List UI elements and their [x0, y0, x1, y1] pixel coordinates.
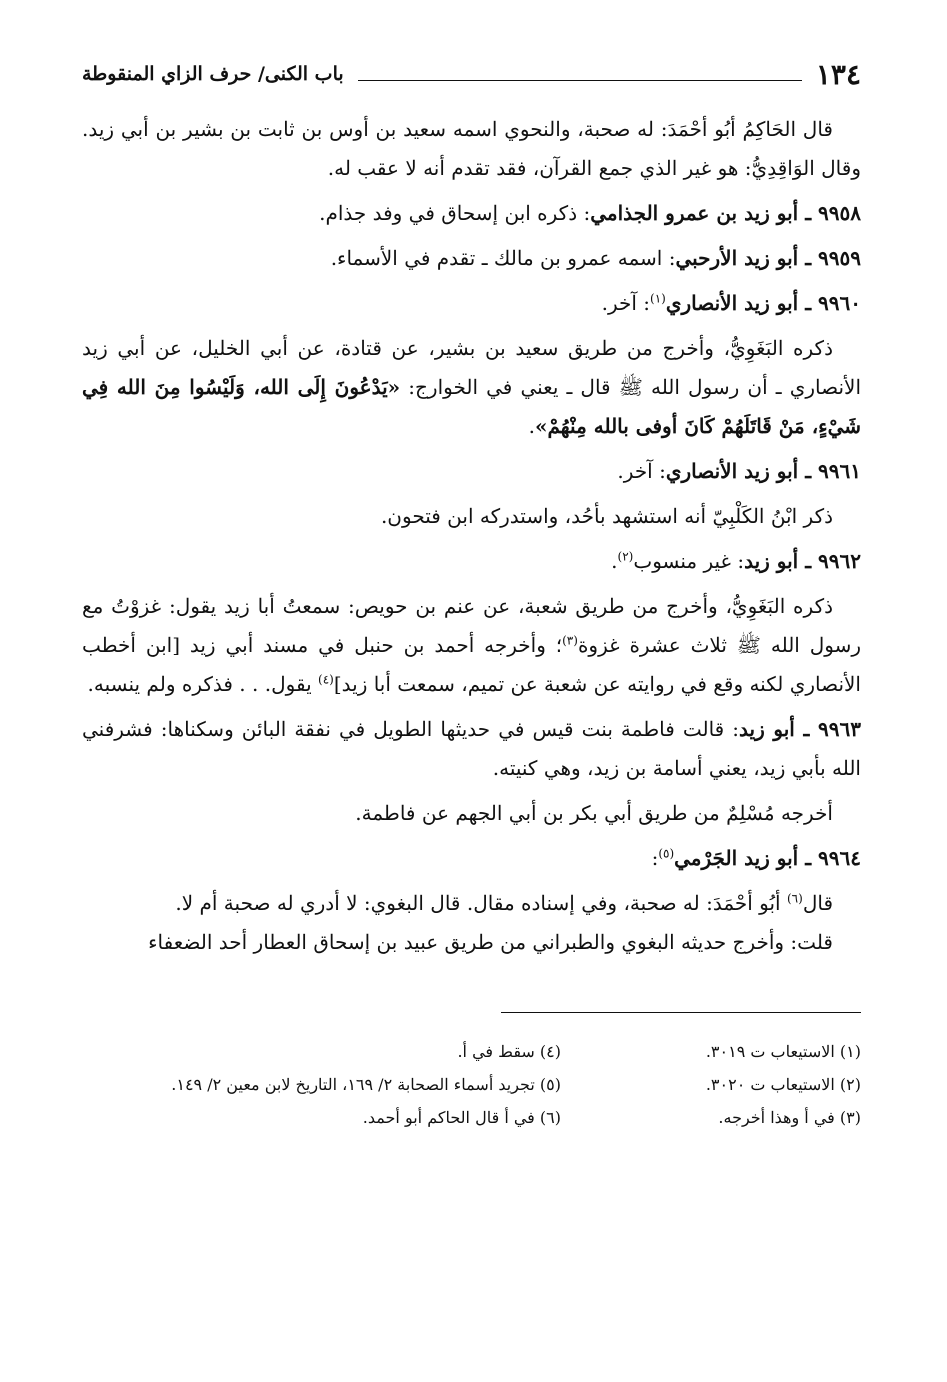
entry-number: ٩٩٦٢: [818, 549, 861, 573]
footnote: (٥) تجريد أسماء الصحابة ٢/ ١٦٩، التاريخ لابن معين ٢/ ١٤٩.: [171, 1075, 561, 1094]
biography-entry: ٩٩٦١ ـ أبو زيد الأنصاري: آخر.: [617, 459, 861, 483]
text-run: : قالت فاطمة بنت قيس في حديثها الطويل في نفقة البائن وسكناها: فشرفني الله بأبي زيد، يعني أسامة بن زيد، وهي كنيته.: [82, 717, 861, 780]
page-number: ١٣٤: [815, 57, 861, 91]
page-header: [82, 54, 861, 94]
body-paragraph: [82, 587, 861, 704]
footnote-ref: (٥): [658, 846, 675, 861]
entry-number: ٩٩٦٣: [818, 717, 861, 741]
text-run: : غير منسوب: [633, 549, 745, 573]
text-run: ذكر ابْنُ الكَلْبِيّ أنه استشهد بأحُد، واستدركه ابن فتحون.: [380, 504, 833, 528]
entry-name: أبو زيد الأنصاري: [665, 291, 799, 315]
entry-name: أبو زيد: [744, 549, 799, 573]
entry-name: أبو زيد الأرحبي: [675, 246, 799, 270]
text-run: أبُو أحْمَدَ: له صحبة، وفي إسناده مقال. قال البغوي: لا أدري له صحبة أم لا.: [175, 891, 787, 915]
footnote: (٣) في أ وهذا أخرجه.: [718, 1108, 861, 1127]
hadith-quote: «يَدْعُونَ إِلَى الله، وَلَيْسُوا مِنَ الله فِي شَيْءٍ، مَنْ قَاتَلَهُمْ كَانَ أوفى بالله مِنْهُمْ»: [82, 375, 861, 438]
text-run: : آخر.: [601, 291, 651, 315]
entry-name: أبو زيد بن عمرو الجذامي: [590, 201, 799, 225]
entry-number: ٩٩٦١: [818, 459, 861, 483]
footnote: (١) الاستيعاب ت ٣٠١٩.: [705, 1042, 861, 1061]
entry-number: ٩٩٥٨: [818, 201, 861, 225]
footnote: (٤) سقط في أ.: [457, 1042, 561, 1061]
text-run: .: [528, 414, 535, 438]
body-paragraph: [82, 794, 861, 833]
text-run: ذكره البَغَوِيُّ، وأخرج من طريق سعيد بن بشير، عن قتادة، عن أبي الخليل، عن أبي زيد الأنصاري ـ أن رسول الله ﷺ قال ـ يعني في الخوارج:: [82, 336, 862, 399]
text-run: يقول. . . فذكره ولم ينسبه.: [87, 672, 318, 696]
text-run: قال: [802, 891, 833, 915]
entry-number: ٩٩٦٤: [818, 846, 861, 870]
text-run: ؛ وأخرجه أحمد بن حنبل في مسند أبي زيد [ابن أخطب الأنصاري لكنه وقع في روايته عن شعبة عن تميم، سمعت أبا زيد]: [82, 633, 861, 696]
footnote: (٢) الاستيعاب ت ٣٠٢٠.: [705, 1075, 861, 1094]
footnote-ref: (٣): [562, 633, 578, 648]
text-run: : ذكره ابن إسحاق في وفد جذام.: [319, 201, 591, 225]
body-paragraph: [82, 884, 861, 923]
text-run: ذكره البَغَوِيُّ، وأخرج من طريق شعبة، عن عنم بن حويص: سمعتُ أبا زيد يقول: غزوْتُ مع رسول الله ﷺ ثلاث عشرة غزوة: [82, 594, 861, 657]
text-run: قال الحَاكِمُ أبُو أحْمَدَ: له صحبة، والنحوي اسمه سعيد بن أوس بن ثابت بن بشير بن أبي زيد. وقال الوَاقِدِيُّ: هو غير الذي جمع القرآن، فقد تقدم أنه لا عقب له.: [82, 117, 861, 180]
text-run: قلت: وأخرج حديثه البغوي والطبراني من طريق عبيد بن إسحاق العطار أحد الضعفاء: [148, 930, 833, 954]
entry-number: ٩٩٦٠: [818, 291, 861, 315]
footnote-ref: (٤): [318, 672, 334, 687]
body-paragraph: [82, 110, 861, 188]
text-run: : اسمه عمرو بن مالك ـ تقدم في الأسماء.: [330, 246, 676, 270]
biography-entry: ٩٩٥٩ ـ أبو زيد الأرحبي: اسمه عمرو بن مالك ـ تقدم في الأسماء.: [330, 246, 861, 270]
entry-number: ٩٩٥٩: [818, 246, 861, 270]
entry-name: أبو زيد: [739, 717, 795, 741]
body-paragraph: [82, 923, 861, 962]
biography-entry: ٩٩٦٤ ـ أبو زيد الجَرْمي$^{(٥)}$:: [651, 846, 861, 870]
entry-name: أبو زيد الجَرْمي: [674, 846, 799, 870]
biography-entry: ٩٩٦٢ ـ أبو زيد: غير منسوب$^{(٢)}$.: [611, 549, 861, 573]
biography-entry: ٩٩٥٨ ـ أبو زيد بن عمرو الجذامي: ذكره ابن إسحاق في وفد جذام.: [319, 201, 861, 225]
biography-entry: ٩٩٦٣ ـ أبو زيد: قالت فاطمة بنت قيس في حديثها الطويل في نفقة البائن وسكناها: فشرفني الله بأبي زيد، يعني أسامة بن زيد، وهي كنيته.: [82, 717, 861, 780]
entry-name: أبو زيد الأنصاري: [665, 459, 799, 483]
footnote-ref: (٢): [617, 549, 634, 564]
footnote-ref: (١): [650, 291, 666, 306]
header-rule: [358, 80, 802, 81]
body-paragraph: [82, 329, 861, 446]
page-body: [82, 110, 861, 962]
text-run: :: [651, 846, 659, 870]
footnote-separator: [501, 1012, 861, 1013]
footnote-ref: (٦): [786, 891, 803, 906]
footnote: (٦) في أ قال الحاكم أبو أحمد.: [362, 1108, 561, 1127]
text-run: : آخر.: [617, 459, 666, 483]
body-paragraph: [82, 497, 861, 536]
text-run: أخرجه مُسْلِمٌ من طريق أبي بكر بن أبي الجهم عن فاطمة.: [355, 801, 833, 825]
running-title: باب الكنى/ حرف الزاي المنقوطة: [82, 63, 344, 85]
footnotes: [82, 1035, 861, 1134]
biography-entry: ٩٩٦٠ ـ أبو زيد الأنصاري$^{(١)}$: آخر.: [601, 291, 861, 315]
text-run: .: [611, 549, 618, 573]
